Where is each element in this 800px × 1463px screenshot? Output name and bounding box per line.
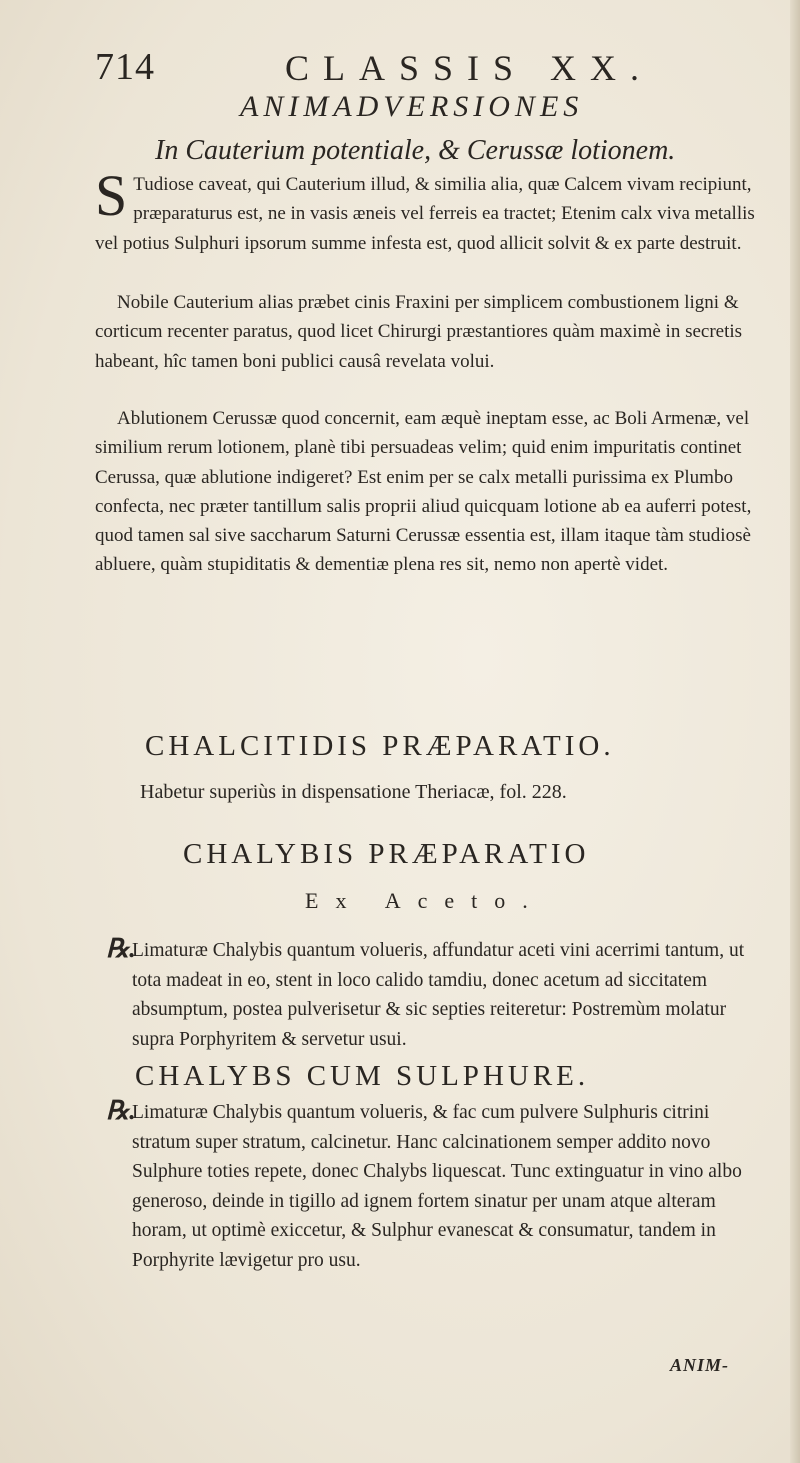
recipe-text-chalybis: Limaturæ Chalybis quantum volueris, affundatur aceti vini acerrimi tantum, ut tota madeat in eo, stent in loco calido tamdiu, donec acetum ad siccitatem absumptum, postea pulverisetur & sic septies reiteretur: Postremùm molatur supra Porphyritem & servetur usui.: [132, 940, 745, 1050]
section-note-chalcitidis: Habetur superiùs in dispensatione Theriacæ, fol. 228.: [140, 781, 567, 803]
page-number: 714: [95, 46, 155, 88]
paragraph-1: [95, 163, 755, 258]
page-edge-shadow: [790, 0, 800, 1463]
recipe-text-sulphure: Limaturæ Chalybis quantum volueris, & fac cum pulvere Sulphuris citrini stratum super stratum, calcinetur. Hanc calcinationem semper addito novo Sulphure toties repete, donec Chalybs liquescat. Tunc extinguatur in vino albo generoso, deinde in tigillo ad ignem fortem sinatur per unam atque alteram horam, ut optimè exiccetur, & Sulphur evanescat & consumatur, tandem in Porphyrite lævigetur pro usu.: [132, 1102, 742, 1271]
page-header: [95, 45, 755, 95]
section-heading-chalcitidis: CHALCITIDIS PRÆPARATIO.: [145, 730, 615, 762]
recipe-symbol-icon: ℞.: [106, 1096, 136, 1125]
drop-capital: S: [95, 163, 128, 228]
section-heading-chalybis: CHALYBIS PRÆPARATIO: [183, 838, 590, 870]
page-title: ANIMADVERSIONES: [240, 90, 584, 123]
recipe-symbol-icon: ℞.: [106, 934, 136, 963]
running-head: CLASSIS XX.: [285, 48, 654, 88]
paragraph-2: Nobile Cauterium alias præbet cinis Fraxini per simplicem combustionem ligni & corticum recenter paratus, quod licet Chirurgi præstantiores quàm maximè in secretis habeant, hîc tamen boni publici causâ revelata volui.: [95, 292, 743, 372]
paragraph-1-text: Tudiose caveat, qui Cauterium illud, & similia alia, quæ Calcem vivam recipiunt, præparaturus est, ne in vasis æneis vel ferreis ea tractet; Etenim calx viva metallis vel potius Sulphuri ipsorum summe infesta est, quod allicit solvit & ex parte destruit.: [95, 174, 755, 254]
page-subtitle: In Cauterium potentiale, & Cerussæ lotionem.: [155, 135, 676, 166]
paragraph-3: Ablutionem Cerussæ quod concernit, eam æquè ineptam esse, ac Boli Armenæ, vel similium rerum lotionem, planè tibi persuadeas velim; quid enim impuritatis continet Cerussa, quæ ablutione indigeret? Est enim per se calx metalli purissima ex Plumbo confecta, nec præter tantillum salis proprii aliud quicquam lotione ab ea auferri potest, quod tamen sal sive saccharum Saturni Cerussæ essentia est, illam itaque tàm studiosè abluere, quàm stupiditatis & dementiæ plena res sit, nemo non apertè videt.: [95, 408, 752, 576]
section-heading-chalybs-sulphure: CHALYBS CUM SULPHURE.: [135, 1060, 590, 1092]
section-subheading-ex-aceto: Ex Aceto.: [305, 888, 545, 913]
catchword: ANIM-: [670, 1355, 730, 1375]
